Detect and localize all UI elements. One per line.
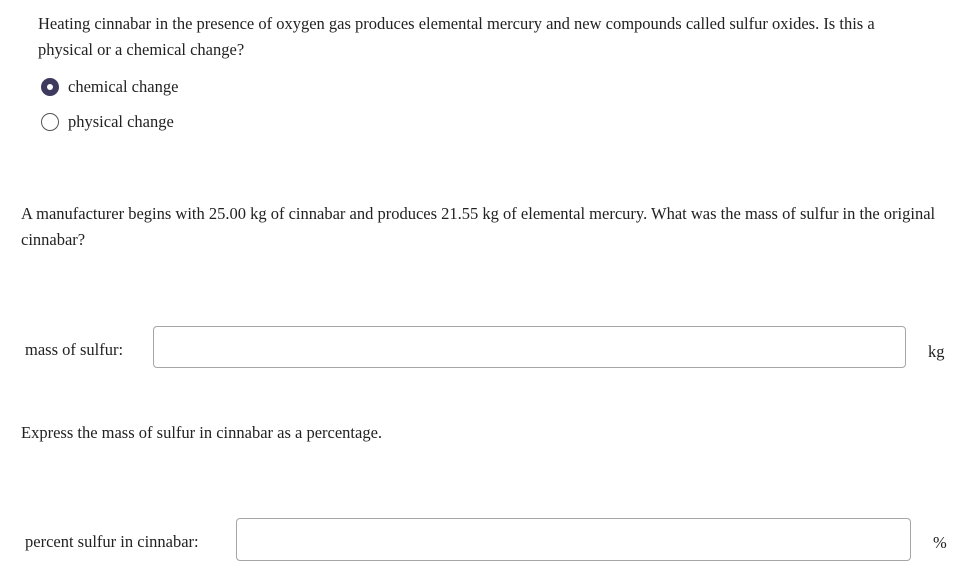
- question-1-text: Heating cinnabar in the presence of oxygen gas produces elemental mercury and new compounds called sulfur oxides. Is this a physical or a chemical change?: [38, 14, 875, 59]
- question-2-text: A manufacturer begins with 25.00 kg of cinnabar and produces 21.55 kg of elemental mercury. What was the mass of sulfur in the original cinnabar?: [21, 204, 936, 249]
- unit-kg: kg: [928, 342, 945, 361]
- option-label: physical change: [68, 112, 174, 131]
- option-physical-change[interactable]: [41, 111, 174, 133]
- option-label: chemical change: [68, 77, 179, 96]
- mass-of-sulfur-label: mass of sulfur:: [25, 340, 124, 359]
- option-chemical-change[interactable]: [41, 76, 178, 98]
- radio-unselected-icon[interactable]: [41, 113, 59, 131]
- radio-selected-icon[interactable]: [41, 78, 59, 96]
- mass-of-sulfur-input[interactable]: [153, 326, 906, 368]
- question-3-text: Express the mass of sulfur in cinnabar as a percentage.: [21, 423, 383, 442]
- percent-sulfur-input[interactable]: [236, 518, 911, 561]
- unit-percent: %: [933, 533, 947, 552]
- percent-sulfur-label: percent sulfur in cinnabar:: [25, 532, 199, 551]
